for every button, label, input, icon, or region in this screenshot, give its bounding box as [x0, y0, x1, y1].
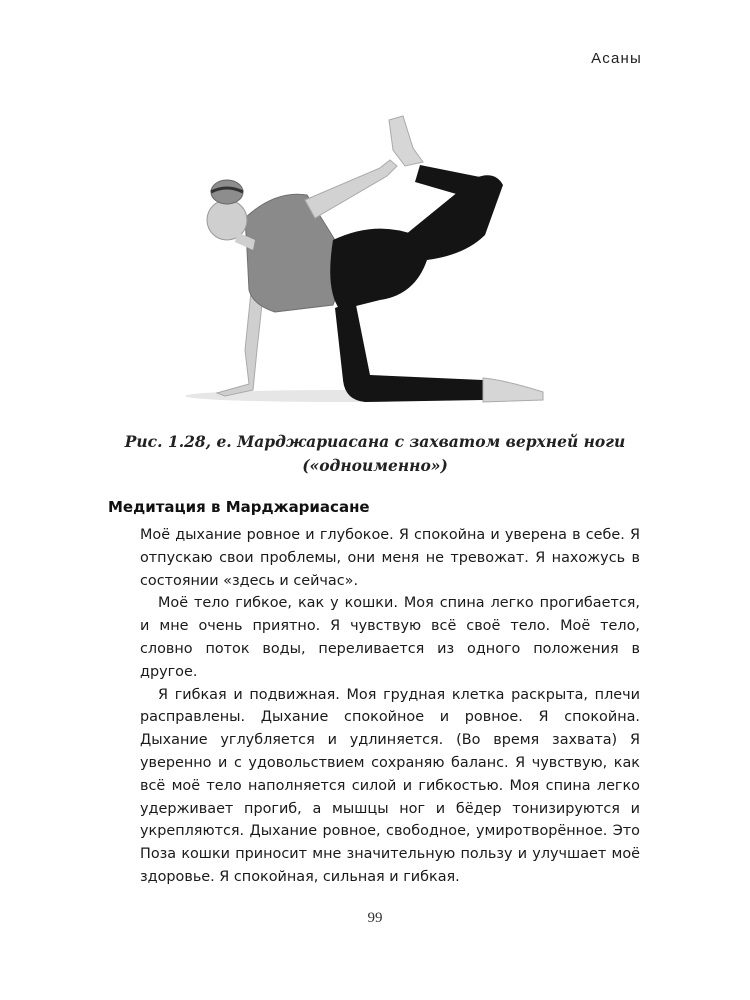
- hair-bun: [211, 180, 243, 204]
- kneeling-leg: [335, 300, 483, 402]
- meditation-text: [140, 524, 640, 889]
- figure-caption: [110, 430, 640, 478]
- paragraph-1: Моё дыхание ровное и глубокое. Я спокойна и уверена в себе. Я отпускаю свои проблемы, они меня не тревожат. Я нахожусь в состоянии «здесь и сейчас».: [140, 527, 640, 589]
- running-head: Асаны: [591, 50, 642, 67]
- kneeling-foot: [483, 378, 543, 402]
- raised-foot: [389, 116, 423, 166]
- section-title: Медитация в Марджариасане: [108, 498, 370, 516]
- paragraph-3: Я гибкая и подвижная. Моя грудная клетка раскрыта, плечи расправлены. Дыхание спокойное и ровное. Я спокойна. Дыхание углубляется и удлиняется. (Во время захвата) Я уверенно и с удовольствием сохраняю баланс. Я чувствую, как всё моё тело наполняется силой и гибкостью. Моя спина легко удерживает прогиб, а мышцы ног и бёдер тонизируются и укрепляются. Дыхание ровное, свободное, умиротворённое. Это Поза кошки приносит мне значительную пользу и улучшает моё здоровье. Я спокойная, сильная и гибкая.: [140, 686, 640, 885]
- yoga-pose-photo: [165, 100, 585, 412]
- supporting-arm: [217, 292, 263, 396]
- yoga-pose-illustration: [165, 100, 585, 412]
- caption-line-2: («одноименно»): [302, 456, 448, 475]
- raised-shin: [415, 165, 485, 200]
- page-number: 99: [367, 910, 383, 926]
- caption-line-2-text: «одноименно»): [309, 456, 448, 475]
- caption-line-1: Рис. 1.28, е. Марджариасана с захватом верхней ноги: [124, 432, 626, 451]
- paragraph-2: Моё тело гибкое, как у кошки. Моя спина легко прогибается, и мне очень приятно. Я чувствую всё своё тело. Моё тело, словно поток воды, переливается из одного положения в другое.: [140, 595, 640, 680]
- raised-arm: [305, 160, 397, 218]
